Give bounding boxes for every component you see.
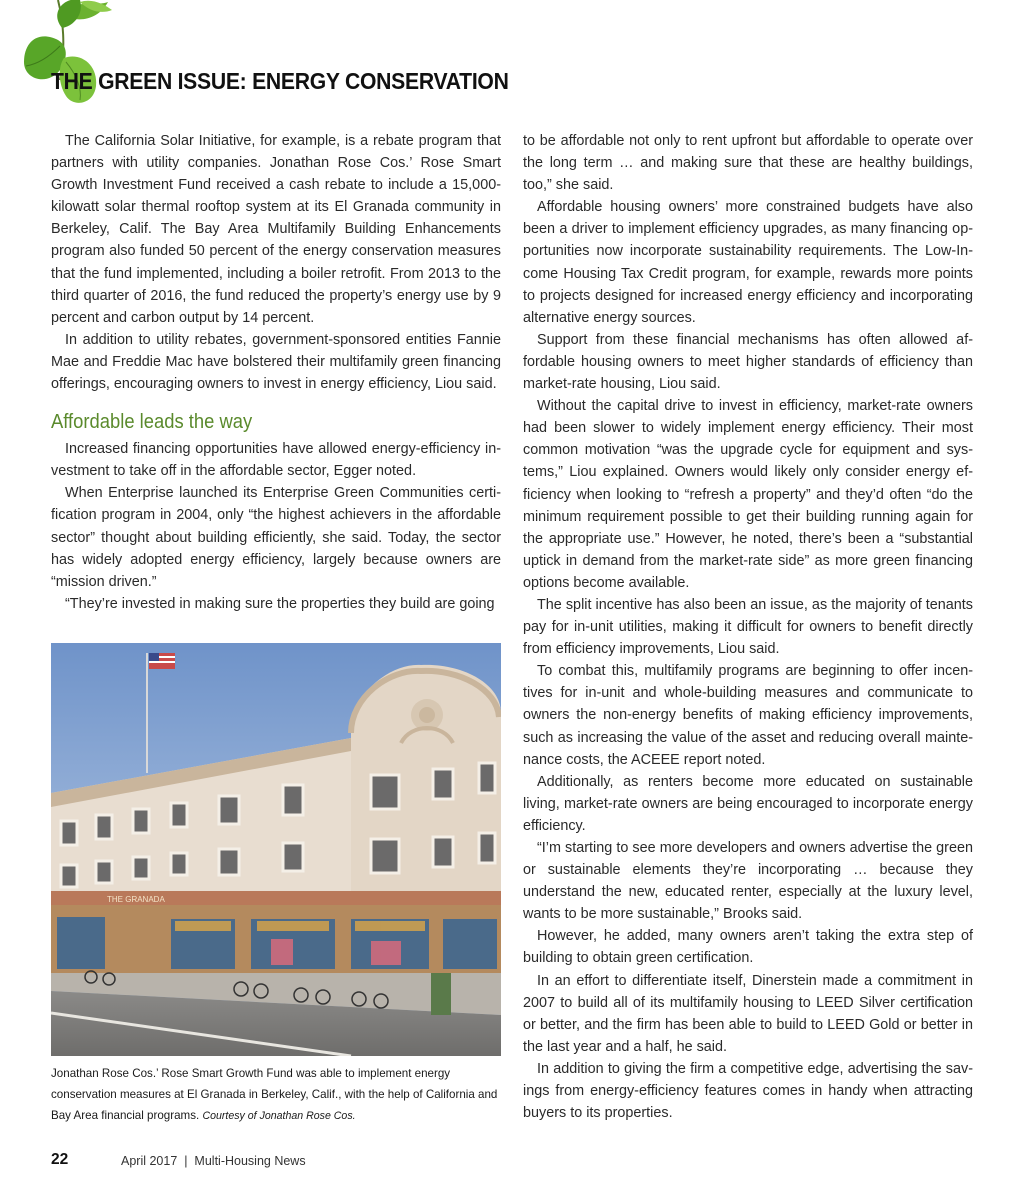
section-title: THE GREEN ISSUE: ENERGY CONSERVATION (51, 68, 509, 94)
caption-text: Jonathan Rose Cos.’ Rose Smart Growth Fund was able to implement energy conservation measures at El Granada in Berkeley, Calif., with the help of California and Bay Area financial programs. (51, 1067, 498, 1122)
body-paragraph: The California Solar Initiative, for example, is a rebate program that partners with utility companies. Jonathan Rose Cos.’ Rose Smart Growth Investment Fund received a cash rebate to include a 15,000-kilowatt solar thermal rooftop system at its El Granada community in Berkeley, Calif. The Bay Area Multifamily Building Enhancements program also funded 50 percent of the energy conservation measures that the fund implemented, including a boiler retrofit. From 2013 to the third quarter of 2016, the fund reduced the property’s energy use by 9 percent and carbon output by 14 percent. (51, 133, 501, 326)
left-column (51, 130, 501, 615)
body-paragraph: When Enterprise launched its Enterprise Green Communities certification program in 2004, only “the highest achievers in the affordable sector” thought about building efficiently, she said. Today, the sector has widely adopted energy efficiency, largely because owners are “mission driven.” (51, 485, 501, 590)
body-paragraph: In an effort to differentiate itself, Dinerstein made a commitment in 2007 to build all of its multifamily housing to LEED Silver certification or better, and the firm has been able to build to LEED Gold or better in the last year and a half, he said. (523, 972, 973, 1055)
flag-icon (149, 653, 175, 669)
el-granada-photo (51, 643, 501, 1056)
body-paragraph: Additionally, as renters become more educated on sustainable living, market-rate owners are being encouraged to incorporate energy efficiency. (523, 773, 973, 834)
body-paragraph: In addition to utility rebates, government-sponsored entities Fannie Mae and Freddie Mac have bolstered their multifamily green financing offerings, encouraging owners to invest in energy efficiency, Liou said. (51, 331, 501, 393)
body-paragraph: To combat this, multifamily programs are beginning to offer incentives for in-unit and whole-building measures and communicate to owners the non-energy benefits of making efficiency improvements, such as increasing the value of the asset and reducing overall maintenance costs, the ACEEE report noted. (523, 663, 973, 768)
body-paragraph: Without the capital drive to invest in efficiency, market-rate owners had been slower to widely implement energy efficiency. Their most common motivation “was the upgrade cycle for equipment and systems,” Liou explained. Owners would likely only consider energy efficiency when looking to “refresh a property” and they’d often “do the minimum requirement possible to get their building running again for the appropriate use.” However, he noted, there’s been a “substantial uptick in demand from the market-rate side” as more green financing options become available. (523, 398, 973, 591)
body-paragraph: to be affordable not only to rent upfront but affordable to operate over the long term … and making sure that these are healthy buildings, too,” she said. (523, 133, 973, 194)
storefront-sign: THE GRANADA (107, 895, 165, 904)
kiosk (431, 973, 451, 1015)
body-paragraph: However, he added, many owners aren’t taking the extra step of building to obtain green certification. (523, 928, 973, 967)
body-paragraph: “They’re invested in making sure the properties they build are going (65, 595, 495, 612)
body-paragraph: Increased financing opportunities have allowed energy-efficiency investment to take off in the affordable sector, Egger noted. (51, 441, 501, 480)
page-number: 22 (51, 1151, 69, 1168)
photo-credit: Courtesy of Jonathan Rose Cos. (202, 1110, 356, 1122)
photo-caption (51, 1063, 506, 1127)
body-paragraph: The split incentive has also been an issue, as the majority of tenants pay for in-unit utilities, making it difficult for owners to benefit directly from efficiency improvements, Liou said. (523, 596, 973, 658)
body-paragraph: In addition to giving the firm a competitive edge, advertising the savings from energy-efficiency features comes in handy when attracting buyers to its properties. (523, 1060, 973, 1122)
subhead-affordable: Affordable leads the way (51, 411, 253, 434)
publication-footer: April 2017 | Multi-Housing News (121, 1154, 306, 1168)
right-column (523, 130, 973, 1124)
body-paragraph: Affordable housing owners’ more constrained budgets have also been a driver to implement efficiency upgrades, as many financing opportunities now incorporate sustainability requirements. The Low-Income Housing Tax Credit program, for example, rewards more points to projects designed for increased energy efficiency and incorporating alternative energy sources. (523, 199, 973, 326)
green-leaves-icon (18, 0, 130, 112)
body-paragraph: “I’m starting to see more developers and owners advertise the green or sustainable elements they’re incorporating … because they understand the new, educated renter, especially at the luxury level, wants to be more sustainable,” Brooks said. (523, 840, 973, 923)
body-paragraph: Support from these financial mechanisms has often allowed affordable housing owners to meet higher standards of efficiency than market-rate housing, Liou said. (523, 331, 973, 393)
building-illustration (51, 643, 501, 1056)
